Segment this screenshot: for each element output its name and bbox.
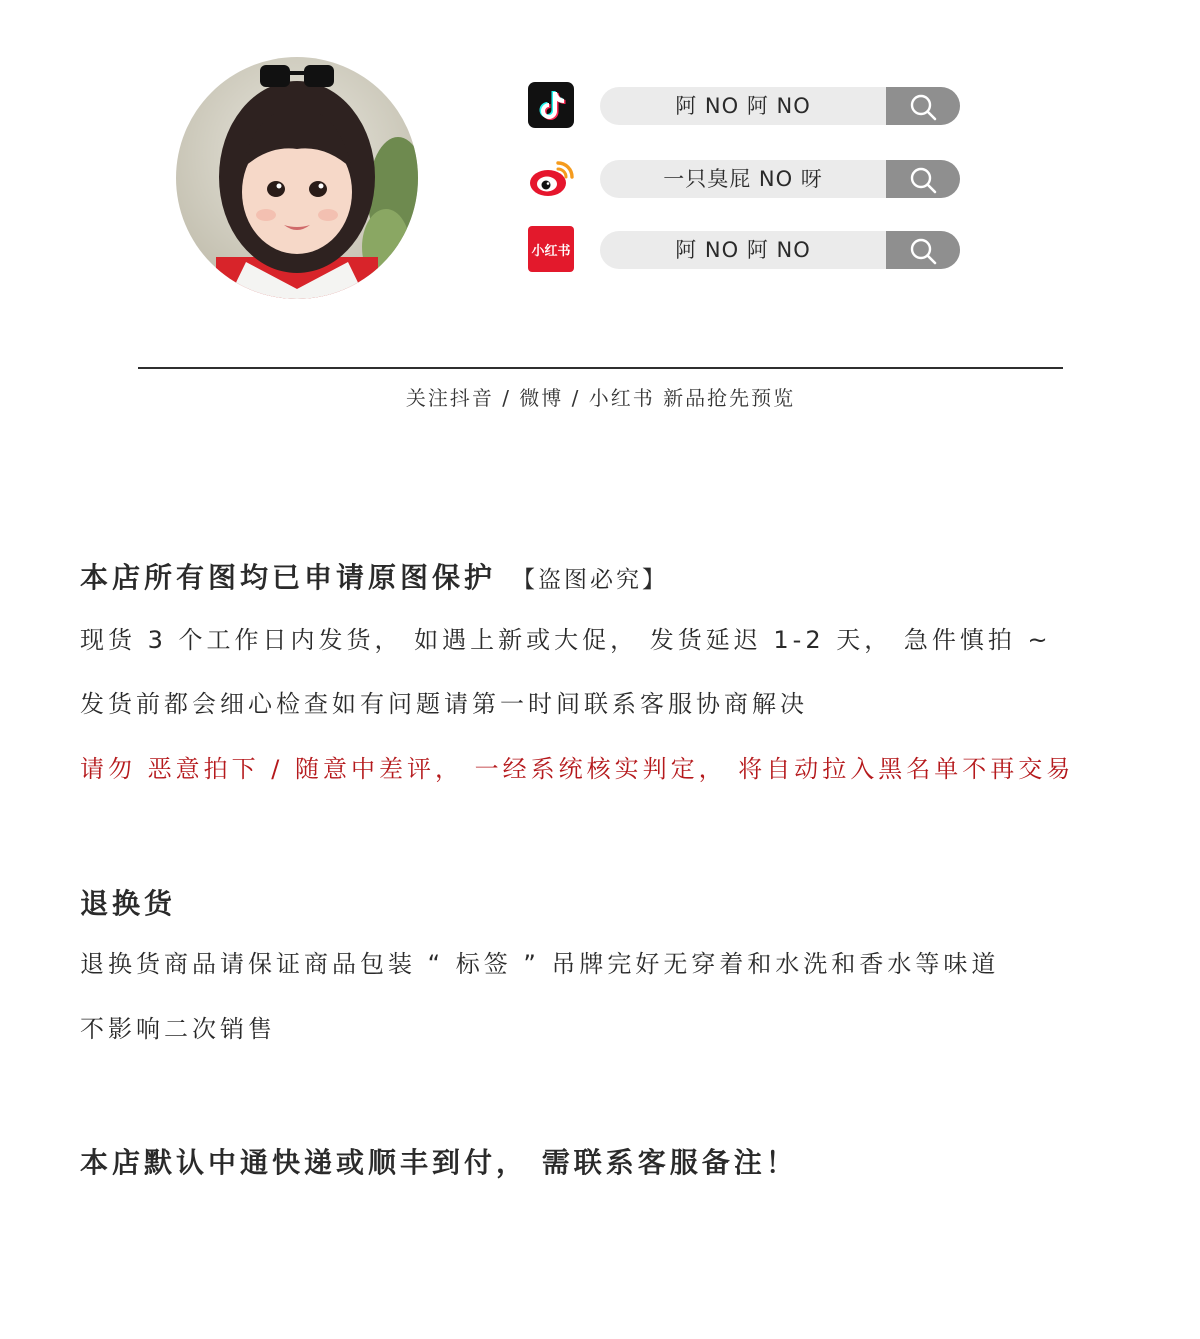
social-row-xiaohongshu <box>528 226 960 272</box>
account-search-box[interactable] <box>600 87 960 125</box>
notice-line-shipping-time: 现货 3 个工作日内发货， 如遇上新或大促， 发货延迟 1-2 天， 急件慎拍 ~ <box>80 626 1052 654</box>
search-icon <box>908 165 938 195</box>
follow-caption: 关注抖音 / 微博 / 小红书 新品抢先预览 <box>405 386 796 410</box>
search-icon <box>908 236 938 266</box>
divider <box>138 367 1063 369</box>
returns-line-resale: 不影响二次销售 <box>80 1015 276 1043</box>
notice-title-tag: 【盗图必究】 <box>512 567 669 593</box>
shipping-note: 本店默认中通快递或顺丰到付， 需联系客服备注！ <box>80 1146 798 1179</box>
account-search-box[interactable] <box>600 160 960 198</box>
returns-line-condition: 退换货商品请保证商品包装 “ 标签 ” 吊牌完好无穿着和水洗和香水等味道 <box>80 950 1000 978</box>
search-button[interactable] <box>886 231 960 269</box>
search-button[interactable] <box>886 87 960 125</box>
notice-warning: 请勿 恶意拍下 / 随意中差评， 一经系统核实判定， 将自动拉入黑名单不再交易 <box>80 755 1075 783</box>
account-name: 一只臭屁 NO 呀 <box>663 167 823 191</box>
avatar <box>176 57 418 299</box>
xiaohongshu-icon-text: 小红书 <box>531 244 571 259</box>
account-search-box[interactable] <box>600 231 960 269</box>
account-name: 阿 NO 阿 NO <box>675 238 811 262</box>
search-button[interactable] <box>886 160 960 198</box>
search-icon <box>908 92 938 122</box>
social-row-weibo <box>528 155 960 201</box>
account-name: 阿 NO 阿 NO <box>675 94 811 118</box>
notice-line-inspection: 发货前都会细心检查如有问题请第一时间联系客服协商解决 <box>80 690 808 718</box>
douyin-icon <box>528 82 574 128</box>
notice-heading <box>80 556 668 596</box>
returns-title: 退换货 <box>80 887 177 920</box>
social-row-douyin <box>528 82 960 128</box>
xiaohongshu-icon <box>528 226 574 272</box>
notice-title: 本店所有图均已申请原图保护 <box>80 561 497 594</box>
weibo-icon <box>528 155 574 201</box>
